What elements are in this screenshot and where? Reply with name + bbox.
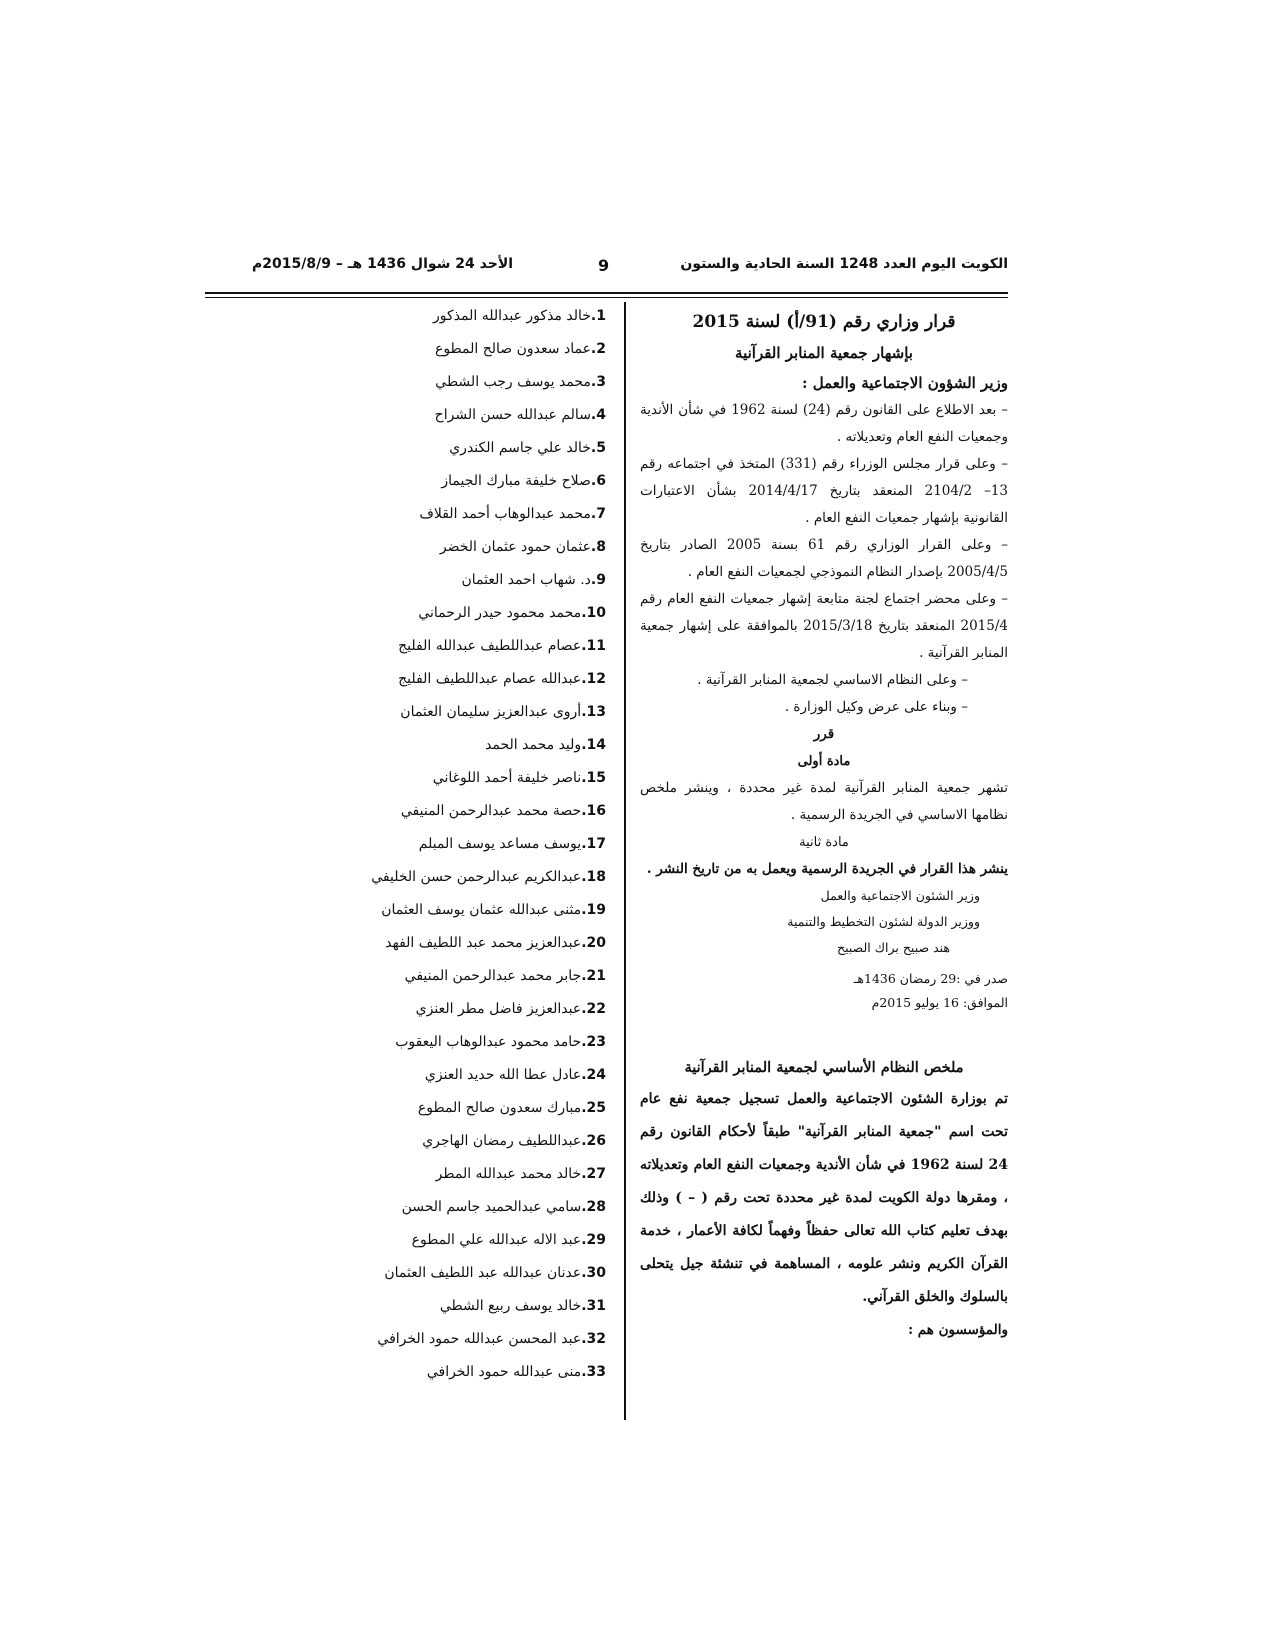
member-name: خالد محمد عبدالله المطر: [435, 1166, 582, 1182]
member-number: 31.: [581, 1298, 606, 1314]
member-name: محمد عبدالوهاب أحمد القلاف: [419, 506, 591, 522]
list-item: [330, 1323, 606, 1356]
issue-date: الأحد 24 شوال 1436 هـ – 2015/8/9م: [252, 256, 514, 272]
member-number: 10.: [581, 605, 606, 621]
list-item: [330, 300, 606, 333]
list-item: [330, 762, 606, 795]
preamble-3: – وعلى القرار الوزاري رقم 61 بسنة 2005 الصادر بتاريخ 2005/4/5 بإصدار النظام النموذجي لجمعيات النفع العام .: [640, 537, 1008, 580]
gazette-issue: الكويت اليوم العدد 1248 السنة الحادية والستون: [680, 256, 1008, 272]
member-name: سالم عبدالله حسن الشراح: [434, 407, 591, 423]
member-number: 22.: [581, 1001, 606, 1017]
member-name: أروى عبدالعزيز سليمان العثمان: [400, 704, 582, 720]
column-divider: [624, 302, 626, 1420]
member-name: جابر محمد عبدالرحمن المنيفي: [404, 968, 582, 984]
list-item: [330, 828, 606, 861]
preamble-1: – بعد الاطلاع على القانون رقم (24) لسنة 1962 في شأن الأندية وجمعيات النفع العام وتعديلاته .: [640, 402, 1008, 445]
member-name: عثمان حمود عثمان الخضر: [439, 539, 591, 555]
list-item: [330, 366, 606, 399]
member-number: 4.: [590, 407, 606, 423]
member-name: عبداللطيف رمضان الهاجري: [422, 1133, 582, 1149]
list-item: [330, 498, 606, 531]
list-item: [330, 630, 606, 663]
signature-title-1: وزير الشئون الاجتماعية والعمل: [820, 888, 980, 903]
summary-text: تم بوزارة الشئون الاجتماعية والعمل تسجيل جمعية نفع عام تحت اسم "جمعية المنابر القرآنية" طبقاً لأحكام القانون رقم 24 لسنة 1962 في شأن الأندية وجمعيات النفع العام وتعديلاته ، ومقرها دولة الكويت لمدة غير محددة تحت رقم ( – ) وذلك بهدف تعليم كتاب الله تعالى حفظاً وفهماً لكافة الأعمار ، خدمة القرآن الكريم ونشر علومه ، المساهمة في تنشئة جيل يتحلى بالسلوك والخلق القرآني.: [640, 1091, 1008, 1305]
member-number: 20.: [581, 935, 606, 951]
member-number: 28.: [581, 1199, 606, 1215]
list-item: [330, 729, 606, 762]
preamble-5: – وعلى النظام الاساسي لجمعية المنابر القرآنية .: [697, 672, 968, 688]
preamble-6: – وبناء على عرض وكيل الوزارة .: [784, 699, 968, 715]
member-number: 27.: [581, 1166, 606, 1182]
member-name: محمد محمود حيدر الرحماني: [418, 605, 582, 621]
list-item: [330, 333, 606, 366]
list-item: [330, 1092, 606, 1125]
article-2-title: مادة ثانية: [799, 835, 849, 850]
member-name: وليد محمد الحمد: [485, 737, 582, 753]
member-number: 16.: [581, 803, 606, 819]
member-name: عماد سعدون صالح المطوع: [434, 341, 591, 357]
member-name: عبد الاله عبدالله علي المطوع: [411, 1232, 582, 1248]
article-1-text: تشهر جمعية المنابر القرآنية لمدة غير محددة ، وينشر ملخص نظامها الاساسي في الجريدة الرسمية .: [640, 780, 1008, 823]
member-name: مبارك سعدون صالح المطوع: [417, 1100, 582, 1116]
list-item: [330, 1125, 606, 1158]
member-name: يوسف مساعد يوسف المبلم: [418, 836, 582, 852]
member-number: 24.: [581, 1067, 606, 1083]
member-number: 1.: [590, 308, 606, 324]
member-number: 9.: [590, 572, 606, 588]
list-item: [330, 597, 606, 630]
member-name: حامد محمود عبدالوهاب اليعقوب: [395, 1034, 582, 1050]
preamble-2: – وعلى قرار مجلس الوزراء رقم (331) المتخذ في اجتماعه رقم 13– 2104/2 المنعقد بتاريخ 2014/4/17 بشأن الاعتبارات القانونية بإشهار جمعيات النفع العام .: [640, 456, 1009, 526]
member-number: 23.: [581, 1034, 606, 1050]
member-number: 14.: [581, 737, 606, 753]
minister-line: وزير الشؤون الاجتماعية والعمل :: [801, 374, 1008, 392]
member-name: عدنان عبدالله عبد اللطيف العثمان: [384, 1265, 582, 1281]
member-number: 25.: [581, 1100, 606, 1116]
member-name: سامي عبدالحميد جاسم الحسن: [401, 1199, 582, 1215]
member-number: 8.: [590, 539, 606, 555]
member-number: 3.: [590, 374, 606, 390]
member-name: عبدالله عصام عبداللطيف الفليج: [398, 671, 582, 687]
member-number: 21.: [581, 968, 606, 984]
list-item: [330, 399, 606, 432]
list-item: [330, 1191, 606, 1224]
preamble-4: – وعلى محضر اجتماع لجنة متابعة إشهار جمعيات النفع العام رقم 2015/4 المنعقد بتاريخ 2015/3/18 بالموافقة على إشهار جمعية المنابر القرآنية .: [640, 591, 1008, 661]
list-item: [330, 927, 606, 960]
member-number: 33.: [581, 1364, 606, 1380]
article-1-title: مادة أولى: [797, 754, 851, 769]
member-name: ناصر خليفة أحمد اللوغاني: [432, 770, 582, 786]
article-2-text: ينشر هذا القرار في الجريدة الرسمية ويعمل به من تاريخ النشر .: [646, 861, 1008, 877]
member-number: 6.: [590, 473, 606, 489]
list-item: [330, 1059, 606, 1092]
decided-heading: قرر: [813, 726, 835, 742]
founders-heading: والمؤسسون هم :: [908, 1322, 1008, 1338]
list-item: [330, 1158, 606, 1191]
decree-title: قرار وزاري رقم (91/أ) لسنة 2015: [692, 312, 956, 332]
member-name: د. شهاب احمد العثمان: [461, 572, 591, 588]
list-item: [330, 993, 606, 1026]
member-name: عبدالكريم عبدالرحمن حسن الخليفي: [371, 869, 582, 885]
member-number: 26.: [581, 1133, 606, 1149]
member-name: خالد يوسف ربيع الشطي: [439, 1298, 582, 1314]
list-item: [330, 1224, 606, 1257]
member-name: خالد مذكور عبدالله المذكور: [433, 308, 591, 324]
member-number: 12.: [581, 671, 606, 687]
member-number: 15.: [581, 770, 606, 786]
header-rule-thin: [205, 297, 1008, 298]
issued-date: صدر في :29 رمضان 1436هـ: [853, 971, 1008, 986]
member-name: عبدالعزيز محمد عبد اللطيف الفهد: [385, 935, 582, 951]
list-item: [330, 795, 606, 828]
member-number: 5.: [590, 440, 606, 456]
header-rule: [205, 292, 1008, 294]
list-item: [330, 1356, 606, 1389]
member-number: 2.: [590, 341, 606, 357]
member-number: 11.: [581, 638, 606, 654]
page-header: [252, 256, 1008, 280]
member-number: 32.: [581, 1331, 606, 1347]
member-name: منى عبدالله حمود الخرافي: [426, 1364, 582, 1380]
member-name: محمد يوسف رجب الشطي: [435, 374, 591, 390]
member-name: عصام عبداللطيف عبدالله الفليج: [398, 638, 582, 654]
list-item: [330, 465, 606, 498]
member-number: 17.: [581, 836, 606, 852]
list-item: [330, 960, 606, 993]
list-item: [330, 861, 606, 894]
member-number: 29.: [581, 1232, 606, 1248]
list-item: [330, 1026, 606, 1059]
member-name: عبد المحسن عبدالله حمود الخرافي: [377, 1331, 582, 1347]
list-item: [330, 894, 606, 927]
member-number: 7.: [590, 506, 606, 522]
signature-name: هند صبيح براك الصبيح: [837, 940, 950, 955]
member-number: 18.: [581, 869, 606, 885]
list-item: [330, 1290, 606, 1323]
list-item: [330, 696, 606, 729]
corresponding-date: الموافق: 16 يوليو 2015م: [871, 995, 1008, 1010]
list-item: [330, 564, 606, 597]
founders-list: [330, 300, 606, 1389]
list-item: [330, 1257, 606, 1290]
decree-subtitle: بإشهار جمعية المنابر القرآنية: [735, 344, 913, 362]
list-item: [330, 531, 606, 564]
list-item: [330, 663, 606, 696]
member-name: عبدالعزيز فاضل مطر العنزي: [415, 1001, 582, 1017]
member-name: مثنى عبدالله عثمان يوسف العثمان: [381, 902, 582, 918]
member-number: 13.: [581, 704, 606, 720]
member-number: 30.: [581, 1265, 606, 1281]
member-name: خالد علي جاسم الكندري: [449, 440, 591, 456]
member-name: صلاح خليفة مبارك الجيماز: [441, 473, 591, 489]
signature-title-2: ووزير الدولة لشئون التخطيط والتنمية: [787, 914, 980, 929]
summary-title: ملخص النظام الأساسي لجمعية المنابر القرآنية: [684, 1059, 964, 1076]
list-item: [330, 432, 606, 465]
member-name: عادل عطا الله حديد العنزي: [424, 1067, 582, 1083]
page-number: 9: [598, 256, 610, 275]
member-name: حصة محمد عبدالرحمن المنيفي: [400, 803, 582, 819]
member-number: 19.: [581, 902, 606, 918]
decree-column: [640, 306, 1008, 1347]
